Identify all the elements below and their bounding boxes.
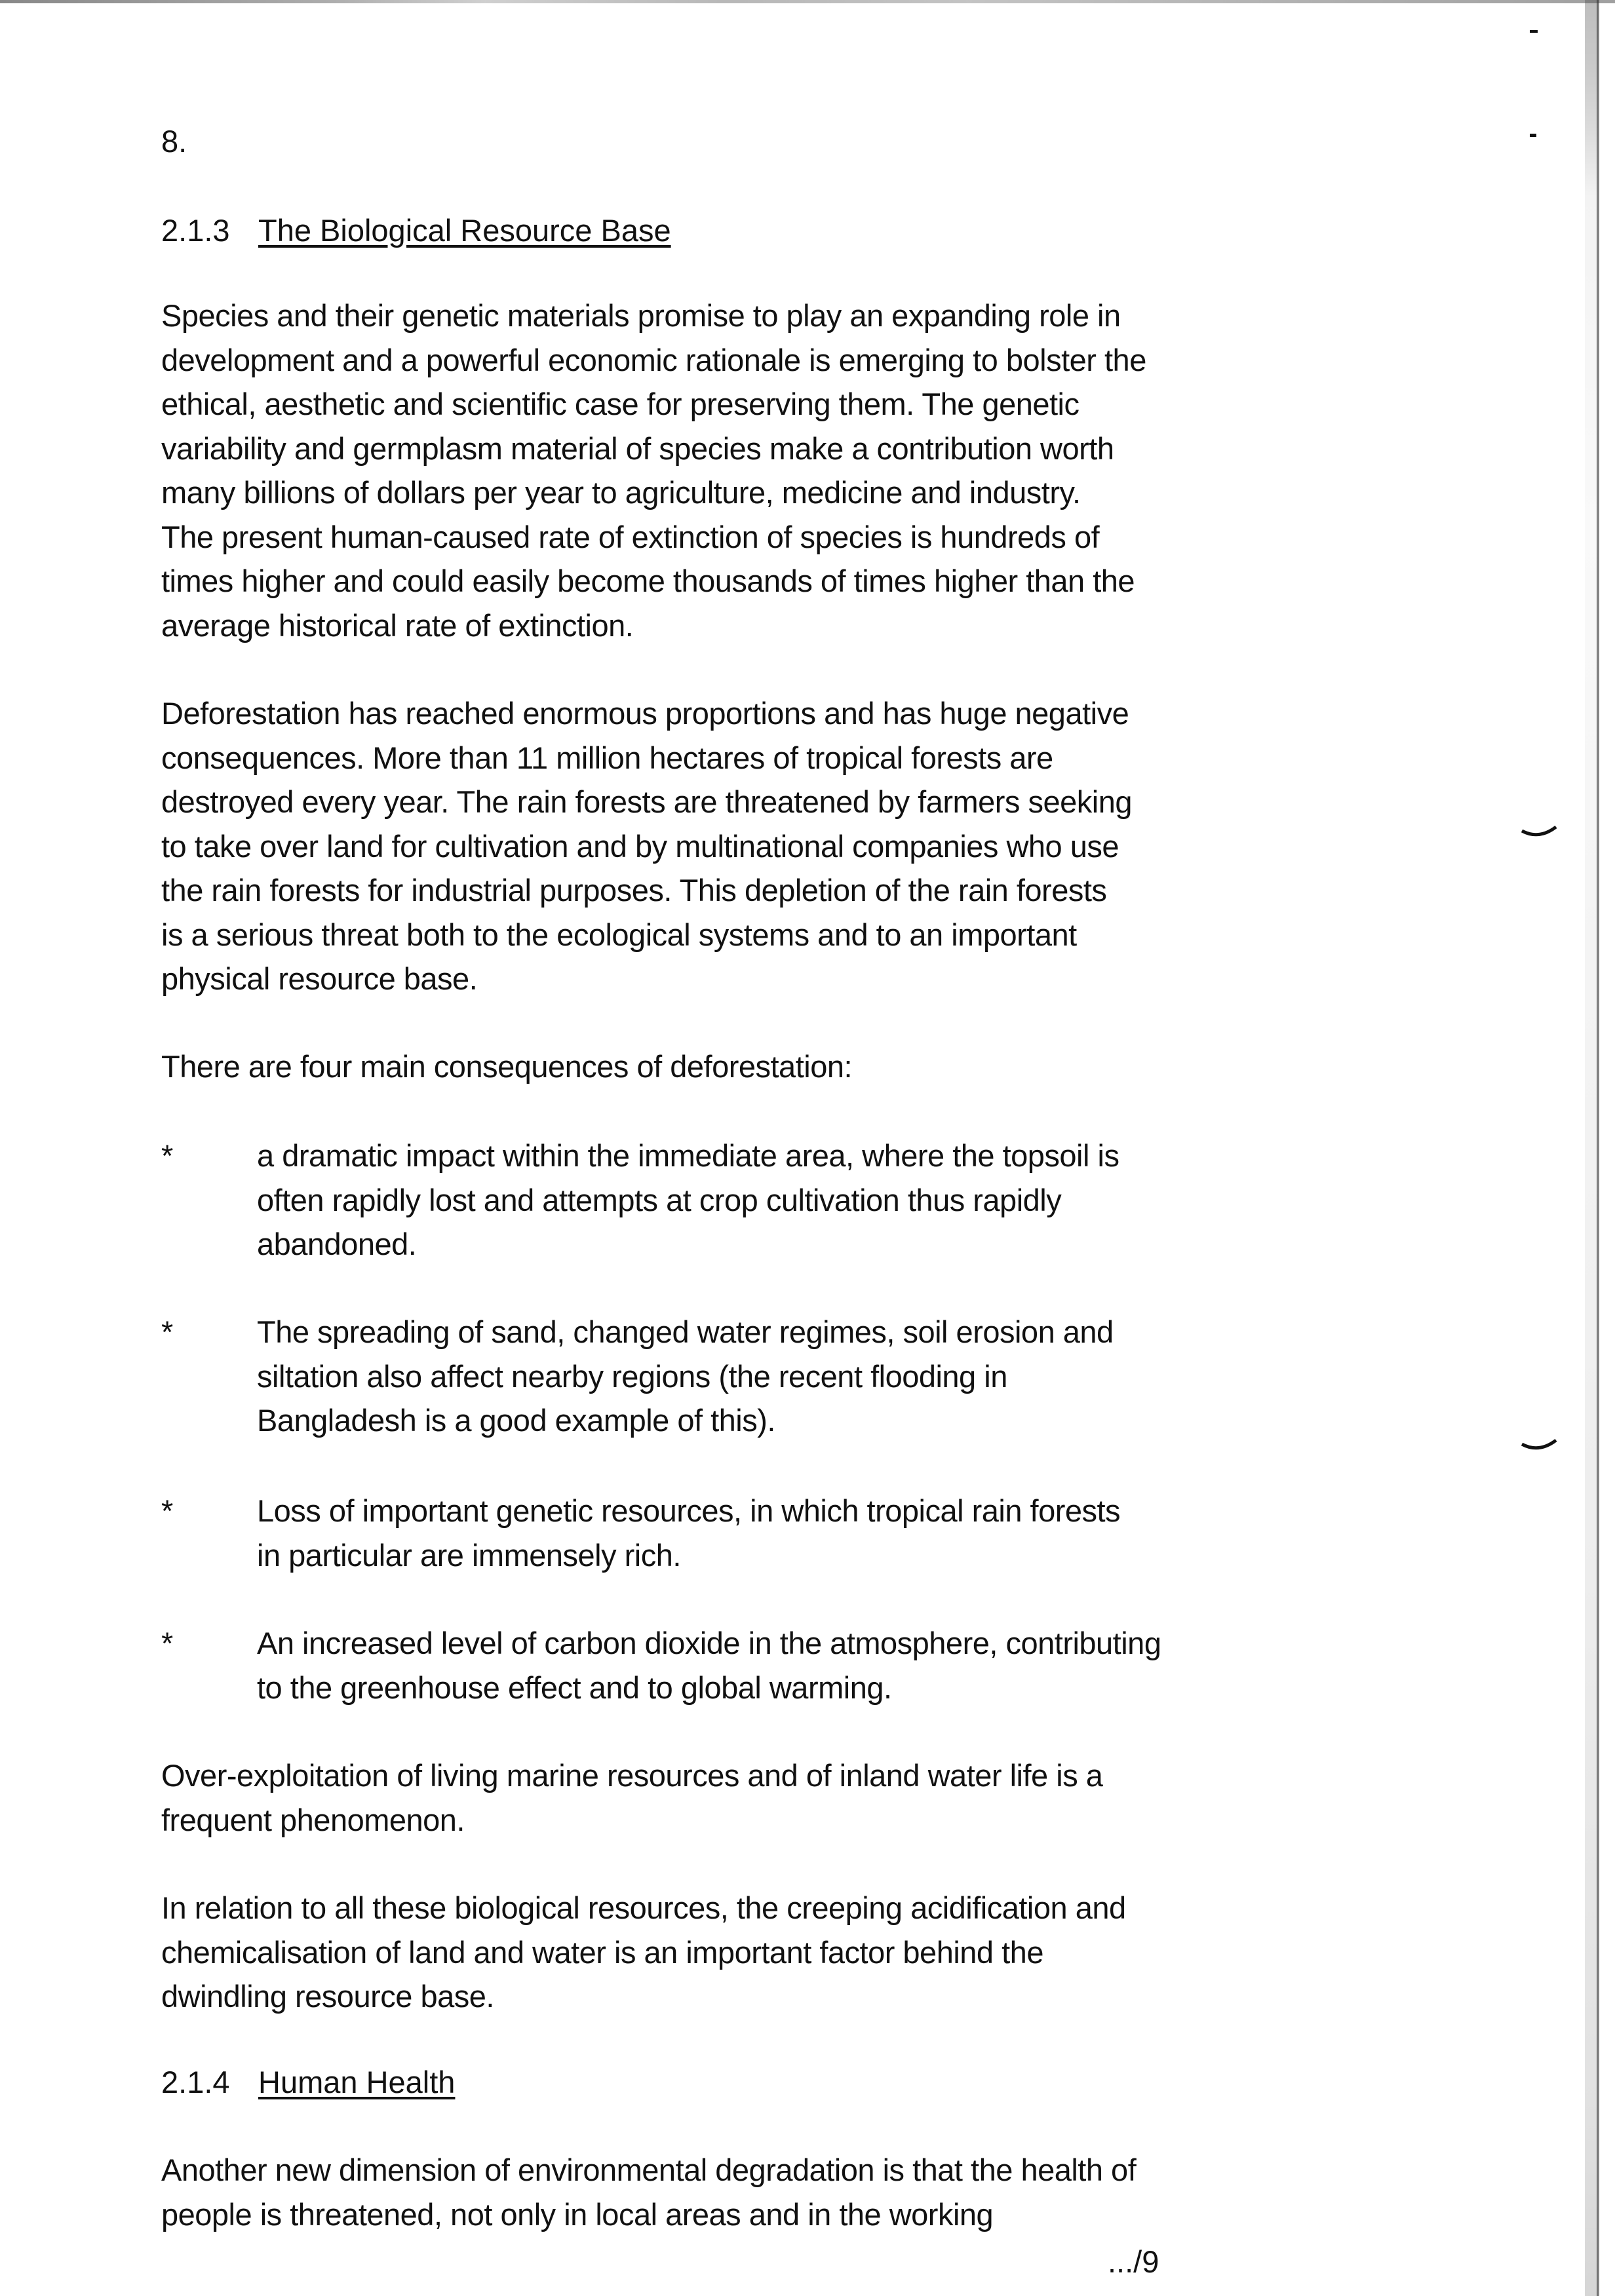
paragraph-line: times higher and could easily become thousands of times higher than the	[161, 564, 1135, 598]
bullet-text	[257, 1134, 1119, 1267]
paragraph-line: Deforestation has reached enormous proportions and has huge negative	[161, 696, 1129, 731]
bullet-line: to the greenhouse effect and to global warming.	[257, 1670, 892, 1705]
section-title: The Biological Resource Base	[258, 213, 671, 248]
scan-dot	[1530, 134, 1536, 137]
paragraph-deforestation	[161, 691, 1485, 1001]
section-number: 2.1.4	[161, 2065, 230, 2099]
paragraph-line: Species and their genetic materials promise to play an expanding role in	[161, 298, 1121, 333]
paragraph-line: physical resource base.	[161, 961, 478, 996]
paragraph-line: ethical, aesthetic and scientific case for preserving them. The genetic	[161, 387, 1080, 421]
scan-edge-top	[0, 0, 1615, 3]
paragraph-species	[161, 294, 1485, 647]
bullet-line: The spreading of sand, changed water regimes, soil erosion and	[257, 1314, 1114, 1349]
paragraph-line: is a serious threat both to the ecological systems and to an important	[161, 917, 1077, 952]
bullet-line: in particular are immensely rich.	[257, 1537, 681, 1573]
paragraph-line: In relation to all these biological resources, the creeping acidification and	[161, 1890, 1126, 1925]
bullet-text	[257, 1489, 1120, 1577]
bullet-text	[257, 1310, 1114, 1443]
paragraph-line: consequences. More than 11 million hectares of tropical forests are	[161, 740, 1053, 775]
bullet-line: often rapidly lost and attempts at crop cultivation thus rapidly	[257, 1182, 1062, 1217]
paragraph-line: destroyed every year. The rain forests are threatened by farmers seeking	[161, 784, 1132, 819]
paragraph-human-health	[161, 2148, 1485, 2236]
bullet-line: siltation also affect nearby regions (the recent flooding in	[257, 1358, 1007, 1394]
paragraph-line: development and a powerful economic rationale is emerging to bolster the	[161, 342, 1146, 377]
paragraph-line: variability and germplasm material of species make a contribution worth	[161, 430, 1114, 466]
paragraph-consequences-intro	[161, 1044, 1485, 1089]
paragraph-line: many billions of dollars per year to agriculture, medicine and industry.	[161, 475, 1081, 510]
paragraph-over-exploitation	[161, 1753, 1485, 1842]
bullet-line: a dramatic impact within the immediate area, where the topsoil is	[257, 1138, 1119, 1173]
scan-edge-right	[1585, 0, 1598, 2296]
asterisk-bullet: *	[161, 1626, 174, 1660]
scan-dot	[1530, 30, 1538, 33]
paragraph-line: chemicalisation of land and water is an important factor behind the	[161, 1934, 1043, 1970]
paragraph-line: people is threatened, not only in local areas and in the working	[161, 2196, 994, 2232]
section-heading-2-1-4	[161, 2060, 455, 2104]
page-number: 8.	[161, 124, 187, 159]
asterisk-bullet: *	[161, 1493, 174, 1528]
bullet-line: Loss of important genetic resources, in which tropical rain forests	[257, 1493, 1121, 1528]
section-number: 2.1.3	[161, 213, 230, 248]
paragraph-line: Over-exploitation of living marine resources and of inland water life is a	[161, 1758, 1103, 1793]
section-title: Human Health	[258, 2065, 456, 2099]
paragraph-line: average historical rate of extinction.	[161, 607, 634, 643]
paragraph-acidification	[161, 1886, 1485, 2019]
bullet-line: Bangladesh is a good example of this).	[257, 1403, 775, 1438]
margin-check-mark	[1521, 826, 1557, 840]
scan-edge-right-line	[1597, 0, 1599, 2296]
bullet-line: An increased level of carbon dioxide in the atmosphere, contributing	[257, 1626, 1161, 1660]
section-heading-2-1-3	[161, 208, 671, 252]
paragraph-line: There are four main consequences of deforestation:	[161, 1049, 853, 1084]
continuation-marker: .../9	[1108, 2244, 1159, 2279]
asterisk-bullet: *	[161, 1138, 174, 1173]
paragraph-line: frequent phenomenon.	[161, 1802, 465, 1837]
paragraph-line: to take over land for cultivation and by multinational companies who use	[161, 828, 1119, 864]
bullet-text	[257, 1621, 1161, 1710]
paragraph-line: Another new dimension of environmental degradation is that the health of	[161, 2152, 1137, 2187]
paragraph-line: the rain forests for industrial purposes. This depletion of the rain forests	[161, 873, 1107, 908]
asterisk-bullet: *	[161, 1314, 174, 1349]
margin-check-mark	[1521, 1439, 1557, 1453]
paragraph-line: The present human-caused rate of extinction of species is hundreds of	[161, 519, 1100, 554]
paragraph-line: dwindling resource base.	[161, 1979, 494, 2014]
bullet-line: abandoned.	[257, 1227, 417, 1261]
